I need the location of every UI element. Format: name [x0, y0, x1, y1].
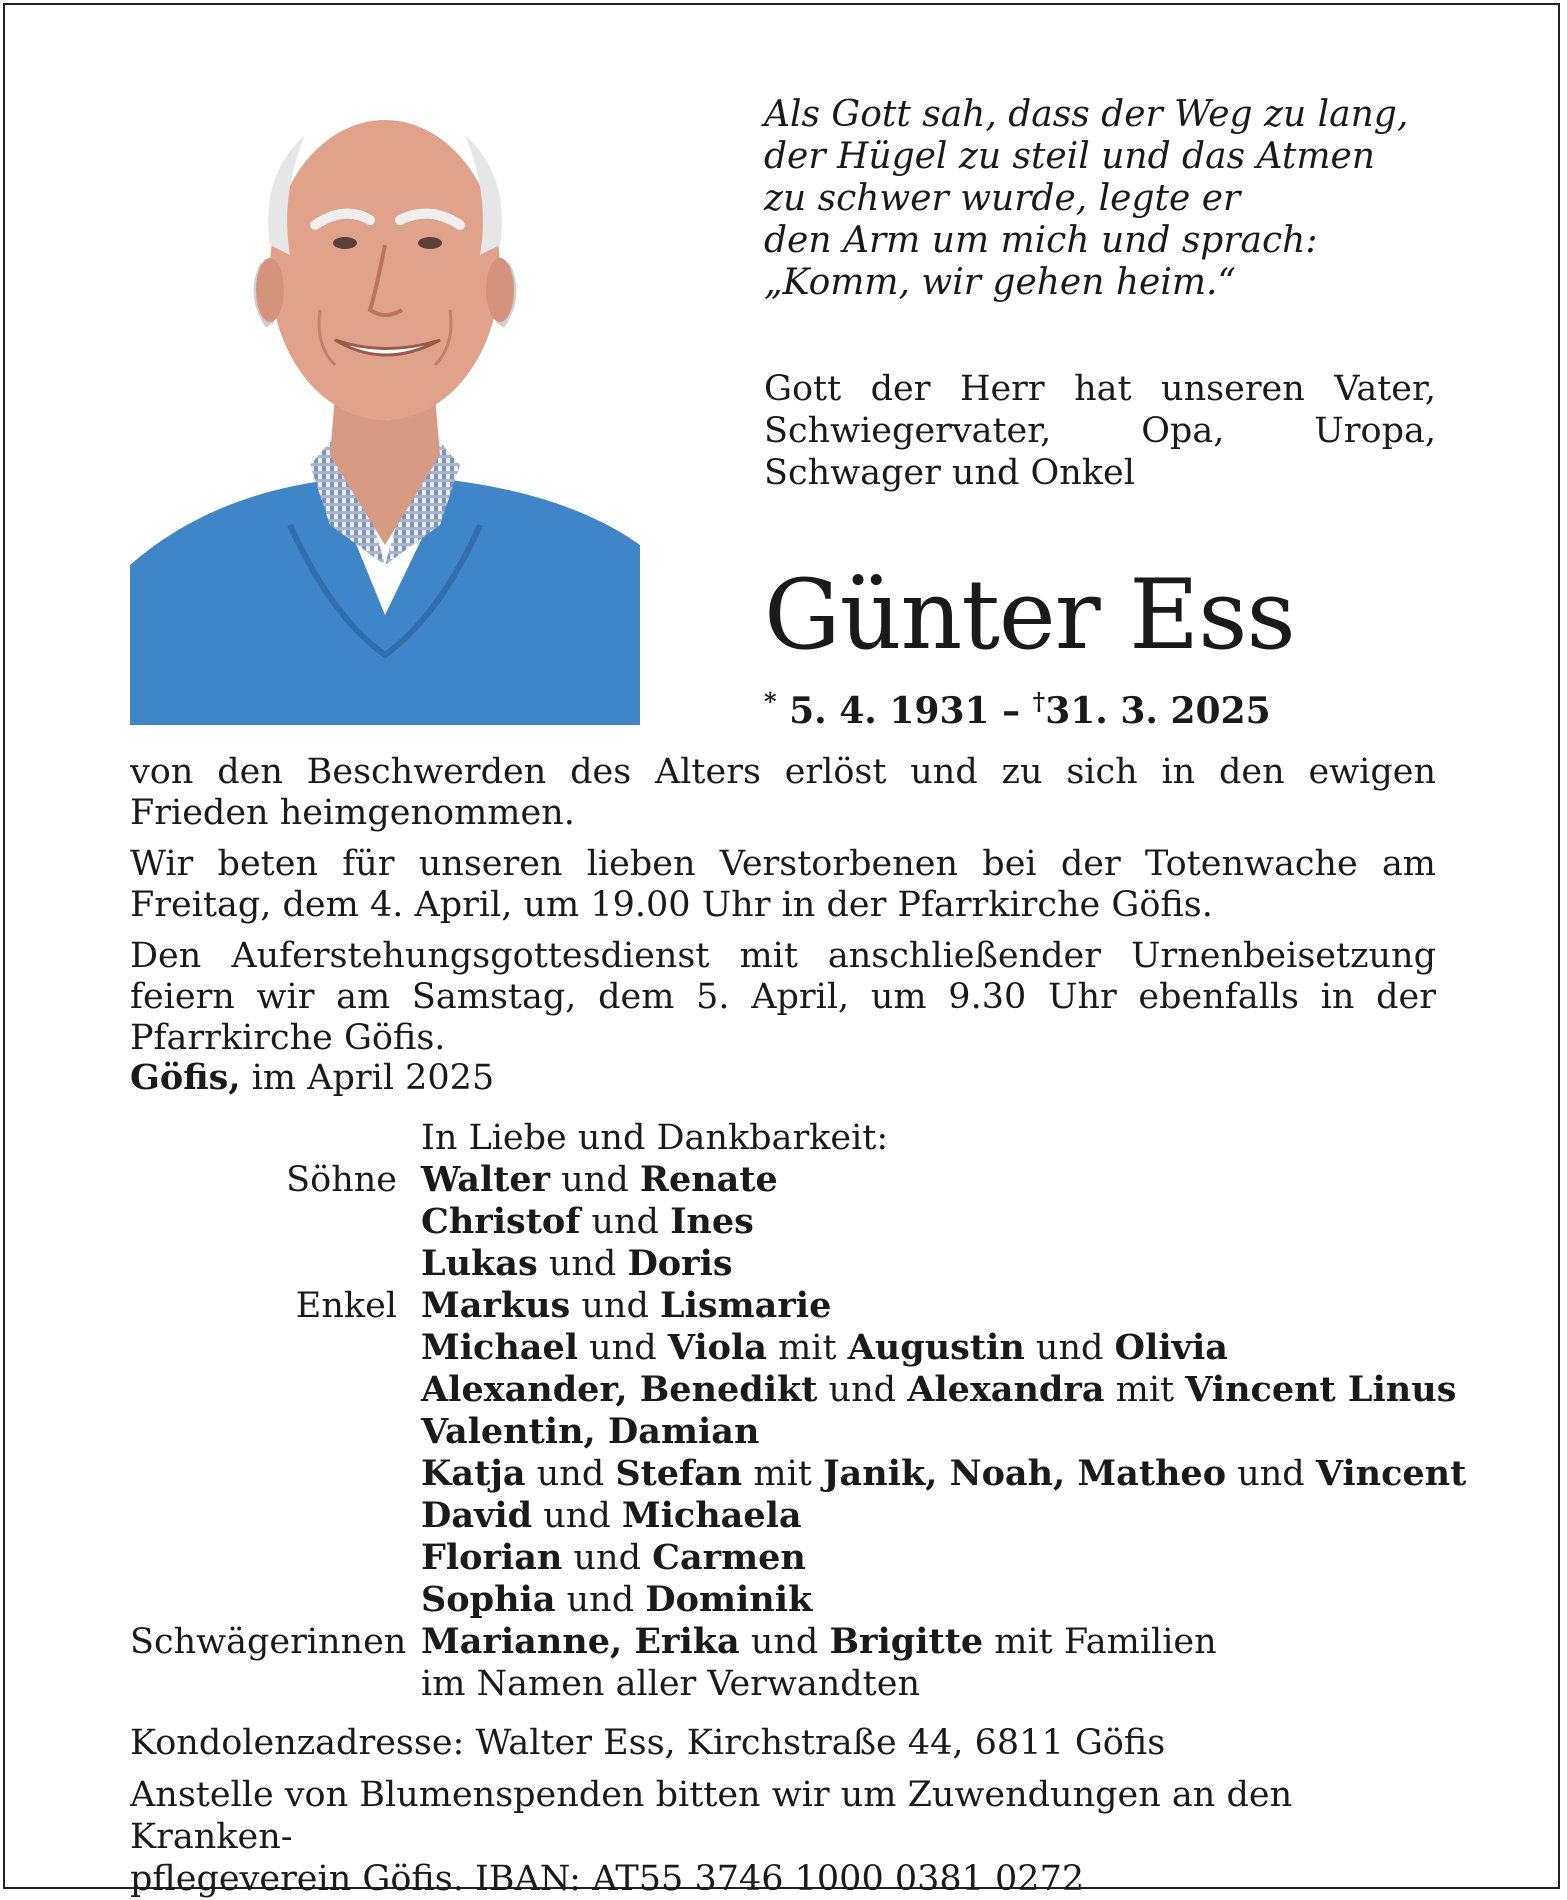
- family-member-name: David: [421, 1495, 533, 1536]
- family-connector: und: [550, 1160, 640, 1200]
- family-names: [421, 1159, 778, 1201]
- family-rows: [130, 1159, 1467, 1705]
- closing-notes: [130, 1722, 1436, 1900]
- family-relation-label: [130, 1453, 421, 1495]
- family-member-name: Vincent Linus: [1185, 1369, 1457, 1410]
- family-relation-label: [130, 1243, 421, 1285]
- family-member-name: Viola: [667, 1327, 767, 1368]
- date-separator: –: [1002, 690, 1021, 732]
- family-member-name: Vincent: [1315, 1453, 1467, 1494]
- family-row: [130, 1159, 1450, 1201]
- family-names: [421, 1495, 802, 1537]
- family-member-name: Markus: [421, 1285, 571, 1326]
- donation-line: pflegeverein Göfis. IBAN: AT55 3746 1000 0381 0272: [130, 1859, 1085, 1899]
- family-member-name: Lukas: [421, 1243, 538, 1284]
- family-row: [130, 1285, 1450, 1327]
- family-names: [421, 1537, 806, 1579]
- family-names: [421, 1285, 831, 1327]
- place-date-text: im April 2025: [240, 1058, 495, 1098]
- family-member-name: Lismarie: [660, 1285, 832, 1326]
- family-member-name: Janik, Noah, Matheo: [822, 1453, 1227, 1494]
- family-relation-label: [130, 1579, 421, 1621]
- family-connector: mit Familien: [983, 1622, 1217, 1662]
- family-connector: mit: [742, 1454, 823, 1494]
- place-date: [130, 1057, 494, 1099]
- birth-mark: *: [764, 687, 777, 716]
- family-member-name: Florian: [421, 1537, 563, 1578]
- life-dates: [764, 680, 1271, 733]
- family-connector: und: [1024, 1328, 1115, 1368]
- family-names: [421, 1411, 759, 1453]
- family-connector: und: [537, 1244, 628, 1284]
- family-row: [130, 1621, 1450, 1663]
- family-connector: und: [525, 1454, 616, 1494]
- family-connector: und: [578, 1328, 668, 1368]
- family-relation-label: Schwägerinnen: [130, 1622, 407, 1662]
- poem: [764, 94, 1464, 304]
- family-connector: und: [562, 1538, 653, 1578]
- portrait-illustration: [130, 95, 640, 725]
- family-list: [130, 1117, 1467, 1705]
- family-names: [421, 1453, 1466, 1495]
- family-connector: und: [817, 1370, 908, 1410]
- family-member-name: Michael: [421, 1327, 579, 1368]
- family-relation-label: Enkel: [295, 1286, 397, 1326]
- donation-note: [130, 1774, 1436, 1900]
- family-row: [130, 1369, 1457, 1411]
- family-names: [421, 1663, 920, 1705]
- family-member-name: Alexandra: [907, 1369, 1105, 1410]
- poem-line: den Arm um mich und sprach:: [764, 220, 1318, 261]
- family-member-name: Katja: [421, 1453, 526, 1494]
- family-member-name: Dominik: [645, 1579, 813, 1620]
- death-mark: †: [1032, 687, 1046, 716]
- family-member-name: Marianne, Erika: [421, 1621, 740, 1662]
- family-row: [130, 1243, 1450, 1285]
- birth-date: 5. 4. 1931: [789, 690, 990, 732]
- family-connector: im Namen aller Verwandten: [421, 1664, 920, 1704]
- deceased-name: Günter Ess: [764, 559, 1295, 671]
- family-names: [421, 1621, 1217, 1663]
- family-row: [130, 1663, 1450, 1705]
- family-member-name: Brigitte: [829, 1621, 984, 1662]
- family-member-name: Augustin: [847, 1327, 1025, 1368]
- family-member-name: Christof: [421, 1201, 581, 1242]
- family-names: [421, 1201, 754, 1243]
- family-row: [130, 1495, 1450, 1537]
- family-connector: und: [739, 1622, 830, 1662]
- family-member-name: Doris: [627, 1243, 733, 1284]
- body-paragraph: von den Beschwerden des Alters erlöst und zu sich in den ewigen Frieden heimgenommen.: [130, 752, 1436, 833]
- place-town: Göfis,: [130, 1057, 241, 1098]
- family-member-name: Stefan: [615, 1453, 743, 1494]
- family-row: [130, 1453, 1467, 1495]
- family-names: [421, 1579, 812, 1621]
- family-names: [421, 1369, 1456, 1411]
- family-row: [130, 1537, 1450, 1579]
- family-member-name: Walter: [421, 1159, 551, 1200]
- family-relation-label: [130, 1537, 421, 1579]
- family-row: [130, 1327, 1450, 1369]
- poem-line: „Komm, wir gehen heim.“: [764, 262, 1236, 303]
- family-row: [130, 1411, 1450, 1453]
- family-relation-label: [130, 1201, 421, 1243]
- family-connector: mit: [766, 1328, 848, 1368]
- family-names: [421, 1327, 1228, 1369]
- family-connector: mit: [1104, 1370, 1186, 1410]
- family-member-name: Ines: [670, 1201, 754, 1242]
- family-relation-label: [130, 1663, 421, 1705]
- donation-line: Anstelle von Blumenspenden bitten wir um Zuwendungen an den Kranken-: [130, 1775, 1293, 1857]
- family-member-name: Renate: [639, 1159, 778, 1200]
- family-relation-label: [130, 1495, 421, 1537]
- announcement-body: [130, 752, 1436, 1069]
- condolence-address: Kondolenzadresse: Walter Ess, Kirchstraße 44, 6811 Göfis: [130, 1723, 1166, 1763]
- body-paragraph: Den Auferstehungsgottesdienst mit anschließender Urnenbeisetzung feiern wir am Samstag, dem 5. April, um 9.30 Uhr ebenfalls in der Pfarrkirche Göfis.: [130, 936, 1436, 1058]
- family-relation-label: [130, 1327, 421, 1369]
- family-row: [130, 1201, 1450, 1243]
- family-heading: In Liebe und Dankbarkeit:: [421, 1118, 889, 1158]
- family-member-name: Carmen: [652, 1537, 806, 1578]
- family-connector: und: [555, 1580, 646, 1620]
- body-paragraph: Wir beten für unseren lieben Verstorbenen bei der Totenwache am Freitag, dem 4. April, um 19.00 Uhr in der Pfarrkirche Göfis.: [130, 844, 1436, 925]
- family-relation-label: [130, 1369, 421, 1411]
- family-connector: und: [1226, 1454, 1316, 1494]
- intro-text: Gott der Herr hat unseren Vater, Schwiegervater, Opa, Uropa, Schwager und Onkel: [764, 369, 1436, 493]
- family-member-name: Olivia: [1114, 1327, 1228, 1368]
- family-member-name: Sophia: [421, 1579, 556, 1620]
- family-connector: und: [570, 1286, 661, 1326]
- family-connector: und: [580, 1202, 671, 1242]
- family-connector: und: [532, 1496, 622, 1536]
- death-date: 31. 3. 2025: [1045, 690, 1271, 732]
- poem-line: Als Gott sah, dass der Weg zu lang,: [764, 94, 1409, 135]
- family-member-name: Michaela: [621, 1495, 802, 1536]
- family-member-name: Valentin, Damian: [421, 1411, 760, 1452]
- family-member-name: Alexander, Benedikt: [421, 1369, 818, 1410]
- poem-line: zu schwer wurde, legte er: [764, 178, 1241, 219]
- family-row: [130, 1579, 1450, 1621]
- poem-line: der Hügel zu steil und das Atmen: [764, 136, 1375, 177]
- family-relation-label: Söhne: [286, 1160, 397, 1200]
- family-relation-label: [130, 1411, 421, 1453]
- family-heading-row: [130, 1117, 1450, 1159]
- family-names: [421, 1243, 733, 1285]
- portrait-photo: [130, 95, 640, 725]
